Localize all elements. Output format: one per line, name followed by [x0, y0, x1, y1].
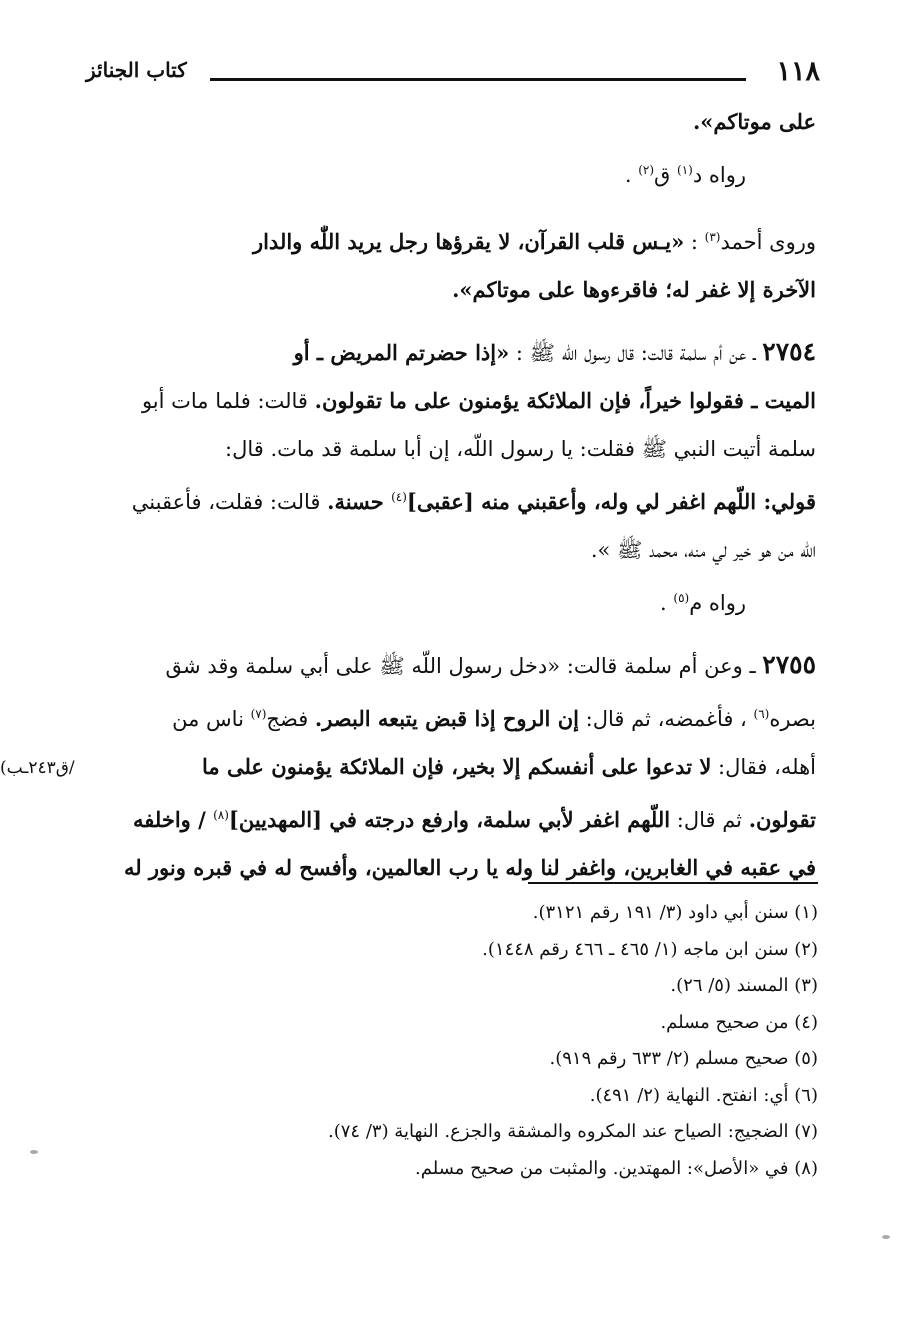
text-span: فضج — [266, 707, 315, 731]
text-line — [86, 98, 816, 146]
text-span: ـ وعن أم سلمة قالت: «دخل رسول اللّه ﷺ على أبي سلمة وقد شق — [165, 654, 763, 678]
text-span: . — [660, 591, 674, 615]
footnote-ref: (٢) — [638, 163, 655, 177]
hadith-2754-first-line — [86, 328, 816, 377]
text-span: اللّهم اغفر لأبي سلمة، وارفع درجته في [المهديين] — [228, 807, 671, 832]
running-title: كتاب الجنائز — [86, 58, 187, 82]
text-line — [86, 213, 816, 266]
page-header — [86, 52, 820, 92]
text-span: «إذا حضرتم المريض ـ أو — [293, 340, 510, 365]
text-span: قالت: فقلت، فأعقبني — [131, 490, 328, 514]
text-span: قالت: فلما مات أبو — [141, 389, 315, 413]
text-span: ق — [654, 163, 678, 187]
text-span: / واخلفه — [133, 807, 214, 832]
footnote-ref: (٧) — [250, 707, 267, 721]
footnote-7: (٧) الضجيج: الصياح عند المكروه والمشقة والجزع. النهاية (٣/ ٧٤). — [328, 1121, 818, 1142]
manuscript-margin-note: /ق٢٤٣ـب) — [0, 758, 75, 778]
text-span: ـ عن أم سلمة قالت: قال رسول اللّه ﷺ : — [509, 341, 763, 365]
text-line — [86, 743, 816, 791]
text-span: على موتاكم». — [692, 109, 816, 134]
text-line — [86, 526, 816, 574]
hadith-number: ٢٧٥٥ — [762, 650, 816, 679]
text-span: قولي: اللّهم اغفر لي وله، وأعقبني منه [عقبى] — [406, 489, 816, 514]
text-line — [86, 377, 816, 425]
text-span: ثم قال: — [670, 808, 749, 832]
text-span: ناس من — [172, 707, 251, 731]
footnote-6: (٦) أي: انفتح. النهاية (٢/ ٤٩١). — [589, 1084, 818, 1106]
footnote-ref: (٦) — [753, 707, 770, 721]
text-line — [86, 266, 816, 314]
footnote-ref: (٨) — [213, 808, 229, 822]
text-span: أهله، فقال: — [711, 755, 816, 779]
footnote-4: (٤) من صحيح مسلم. — [660, 1011, 818, 1033]
text-span: وروى أحمد — [720, 230, 816, 254]
text-line — [86, 844, 816, 892]
footnote-ref: (١) — [677, 163, 693, 177]
hadith-2755-first-line — [86, 641, 816, 690]
text-line — [86, 690, 816, 743]
footnote-5: (٥) صحيح مسلم (٢/ ٦٣٣ رقم ٩١٩). — [549, 1048, 818, 1069]
text-span: في عقبه في الغابرين، واغفر لنا وله يا رب العالمين، وأفسح له في قبره ونور له — [123, 855, 816, 880]
text-line — [86, 473, 816, 526]
footnotes — [178, 895, 818, 1187]
text-span: الميت ـ فقولوا خيراً، فإن الملائكة يؤمنون على ما تقولون. — [314, 388, 816, 413]
text-span: . — [624, 163, 639, 187]
text-span: ، فأغمضه، ثم قال: — [578, 707, 754, 731]
hadith-number: ٢٧٥٤ — [762, 337, 816, 366]
footnote-1: (١) سنن أبي داود (٣/ ١٩١ رقم ٣١٢١). — [532, 902, 818, 923]
footnote-separator — [528, 882, 818, 884]
text-span: لا تدعوا على أنفسكم إلا بخير، فإن الملائكة يؤمنون على ما — [202, 754, 712, 779]
scan-speck — [882, 1235, 890, 1239]
scan-speck — [30, 1150, 38, 1154]
footnote-3: (٣) المسند (٥/ ٢٦). — [670, 975, 818, 996]
text-span: «يـس قلب القرآن، لا يقرؤها رجل يريد اللّٰه والدار — [252, 229, 685, 254]
text-span: بصره — [769, 707, 816, 731]
main-text — [86, 98, 816, 892]
footnote-2: (٢) سنن ابن ماجه (١/ ٤٦٥ ـ ٤٦٦ رقم ١٤٤٨). — [482, 938, 818, 960]
text-line — [86, 425, 816, 473]
text-span: حسنة. — [327, 489, 392, 514]
text-line — [86, 574, 816, 627]
header-rule — [210, 78, 746, 81]
footnote-8: (٨) في «الأصل»: المهتدين. والمثبت من صحيح مسلم. — [415, 1157, 818, 1179]
text-span: سلمة أتيت النبي ﷺ فقلت: يا رسول اللّه، إن أبا سلمة قد مات. قال: — [225, 437, 816, 461]
text-span: : — [684, 230, 705, 254]
text-span: رواه د — [692, 163, 746, 187]
text-span: اللّه من هو خير لي منه، محمد ﷺ ». — [590, 538, 816, 562]
text-span: رواه م — [689, 591, 746, 615]
text-line — [86, 146, 816, 199]
footnote-ref: (٣) — [704, 230, 721, 244]
text-line — [86, 791, 816, 844]
footnote-ref: (٥) — [673, 591, 690, 605]
text-span: إن الروح إذا قبض يتبعه البصر. — [314, 706, 579, 731]
text-span: تقولون. — [748, 807, 816, 832]
text-span: الآخرة إلا غفر له؛ فاقرءوها على موتاكم». — [452, 277, 816, 302]
footnote-ref: (٤) — [391, 490, 407, 504]
page-number: ١١٨ — [776, 56, 820, 87]
